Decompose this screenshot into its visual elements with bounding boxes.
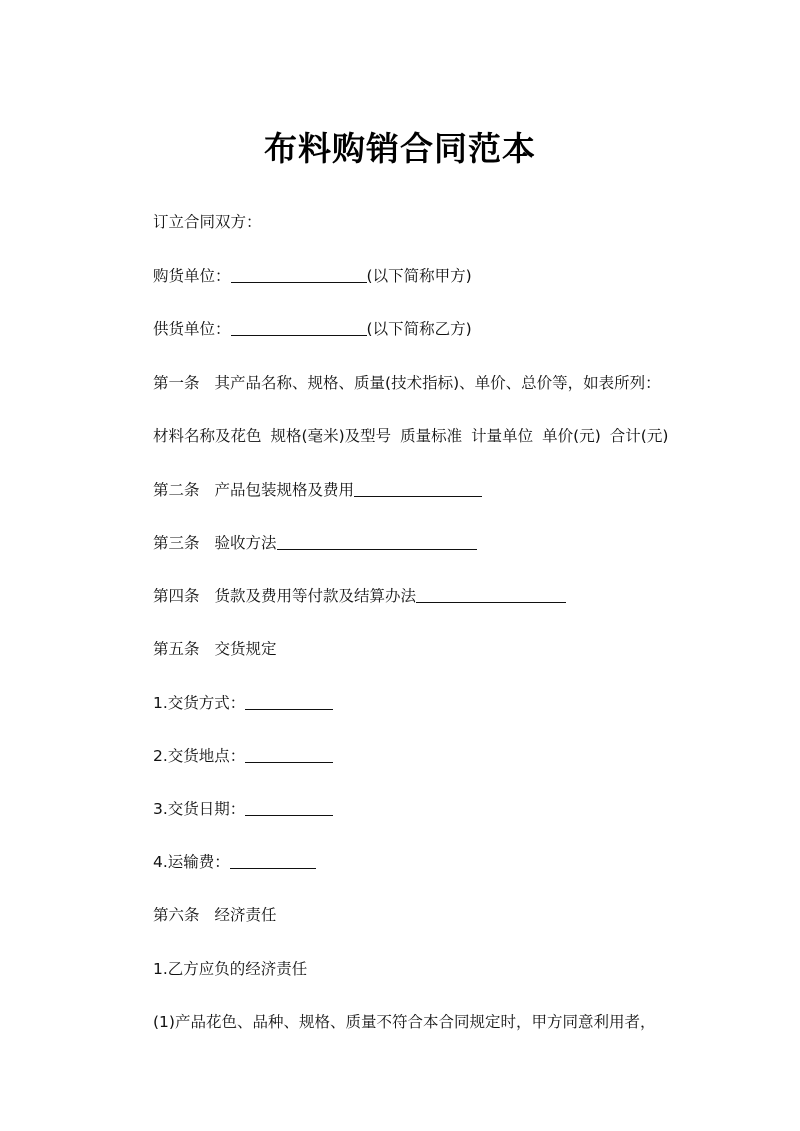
- article-6: [153, 904, 277, 926]
- seller-label: 供货单位：: [153, 320, 231, 338]
- article-6-text: 经济责任: [214, 906, 277, 924]
- delivery-location-label: 2.交货地点：: [153, 747, 246, 765]
- delivery-date: [153, 798, 333, 820]
- seller-line: [153, 318, 472, 340]
- table-header-unit: 计量单位: [471, 427, 534, 445]
- seller-blank[interactable]: [231, 319, 367, 336]
- article-5: [153, 638, 277, 660]
- delivery-location-blank[interactable]: [245, 746, 333, 763]
- buyer-suffix: (以下简称甲方): [366, 267, 472, 285]
- article-1-number: 第一条: [153, 374, 200, 392]
- document-title: 布料购销合同范本: [264, 129, 536, 168]
- article-4-text: 货款及费用等付款及结算办法: [214, 587, 417, 605]
- table-header-price: 单价(元): [542, 427, 601, 445]
- delivery-date-label: 3.交货日期：: [153, 800, 246, 818]
- shipping-fee-label: 4.运输费：: [153, 853, 230, 871]
- buyer-label: 购货单位：: [153, 267, 231, 285]
- table-header-material: 材料名称及花色: [153, 427, 262, 445]
- article-4-blank[interactable]: [416, 586, 566, 603]
- article-5-number: 第五条: [153, 640, 200, 658]
- article-3: [153, 532, 477, 554]
- delivery-method-label: 1.交货方式：: [153, 694, 246, 712]
- article-3-blank[interactable]: [277, 533, 477, 550]
- table-header-total: 合计(元): [609, 427, 669, 445]
- article-1: [153, 372, 661, 394]
- table-header-spec: 规格(毫米)及型号: [270, 427, 392, 445]
- article-6-number: 第六条: [153, 906, 200, 924]
- article-3-text: 验收方法: [214, 534, 277, 552]
- article-2-text: 产品包装规格及费用: [214, 481, 355, 499]
- delivery-method: [153, 692, 333, 714]
- article-4: [153, 585, 566, 607]
- liability-item-1: (1)产品花色、品种、规格、质量不符合本合同规定时，甲方同意利用者，: [153, 1013, 656, 1031]
- article-2-blank[interactable]: [354, 480, 482, 497]
- delivery-location: [153, 745, 333, 767]
- article-5-text: 交货规定: [214, 640, 277, 658]
- buyer-blank[interactable]: [231, 266, 367, 283]
- article-4-number: 第四条: [153, 587, 200, 605]
- delivery-date-blank[interactable]: [245, 799, 333, 816]
- article-3-number: 第三条: [153, 534, 200, 552]
- parties-intro: 订立合同双方：: [153, 213, 262, 231]
- table-header-row: [153, 425, 668, 447]
- seller-suffix: (以下简称乙方): [366, 320, 472, 338]
- article-2-number: 第二条: [153, 481, 200, 499]
- article-1-text: 其产品名称、规格、质量(技术指标)、单价、总价等，如表所列：: [214, 374, 661, 392]
- liability-heading: 1.乙方应负的经济责任: [153, 960, 308, 978]
- delivery-method-blank[interactable]: [245, 693, 333, 710]
- shipping-fee: [153, 851, 316, 873]
- table-header-quality: 质量标准: [400, 427, 463, 445]
- shipping-fee-blank[interactable]: [230, 852, 316, 869]
- article-2: [153, 479, 482, 501]
- buyer-line: [153, 265, 472, 287]
